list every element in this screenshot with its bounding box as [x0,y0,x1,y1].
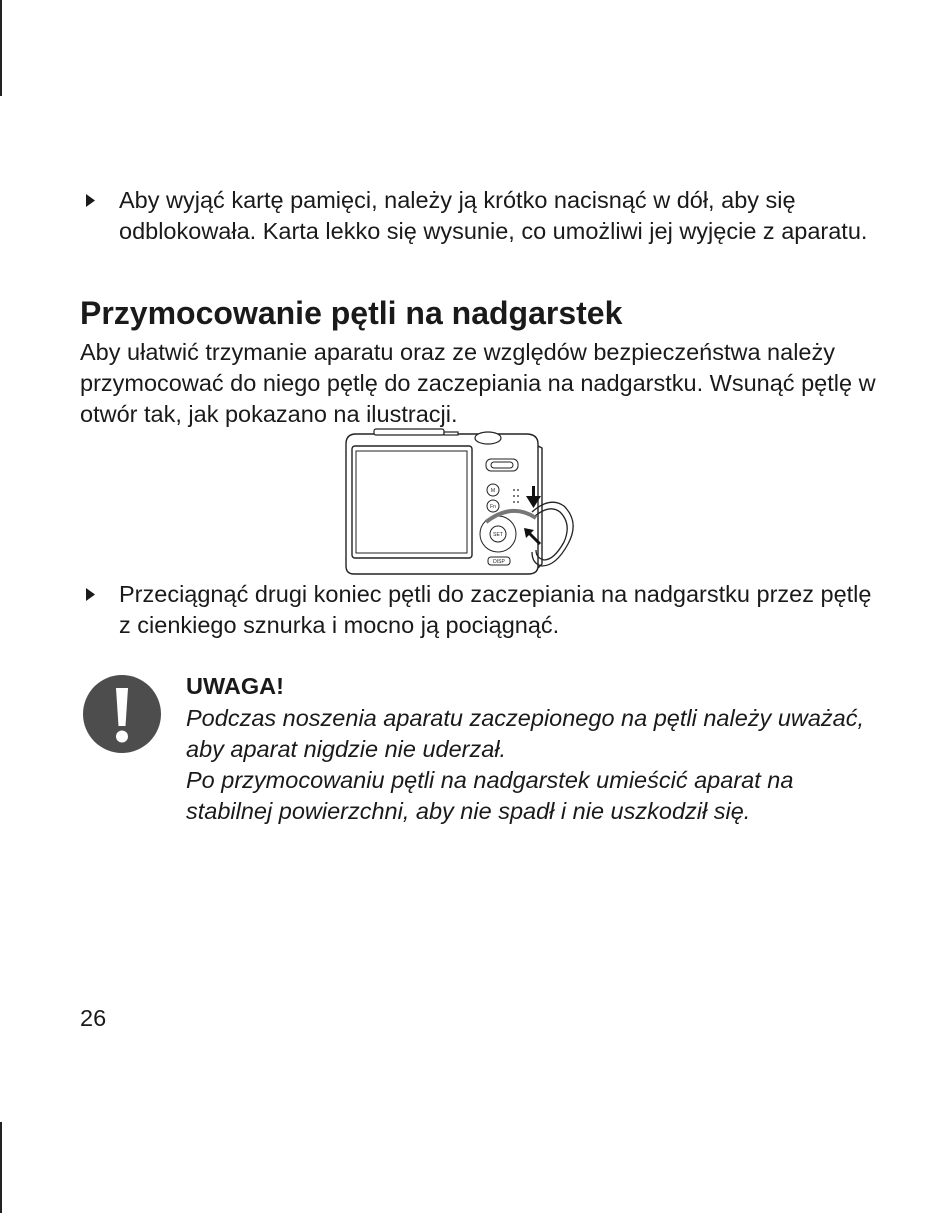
intro-paragraph: Aby ułatwić trzymanie aparatu oraz ze względów bezpieczeństwa należy przymocować do niego pętlę do zaczepiania na nadgarstku. Wsunąć pętlę w otwór tak, jak pokazano na ilustracji. [80,339,876,427]
warning-paragraph: Podczas noszenia aparatu zaczepionego na pętli należy uważać, aby aparat nigdzie nie uderzał. [186,705,865,762]
crop-mark-bottom [0,1122,2,1213]
warning-title: UWAGA! [186,673,284,699]
bullet-arrow-icon [86,579,98,610]
crop-mark-top [0,0,2,96]
bullet-item-remove-card: Aby wyjąć kartę pamięci, należy ją krótko nacisnąć w dół, aby się odblokowała. Karta lekko się wysunie, co umożliwi jej wyjęcie z aparatu. [119,187,868,244]
button-label-set: SET [493,532,503,538]
button-label-m: M [490,488,496,494]
warning-paragraph: Po przymocowaniu pętli na nadgarstek umieścić aparat na stabilnej powierzchni, aby nie spadł i nie uszkodził się. [186,767,794,824]
exclamation-circle-icon [82,674,162,754]
section-title: Przymocowanie pętli na nadgarstek [80,295,623,331]
page-number: 26 [80,1005,107,1031]
warning-body [186,703,876,827]
bullet-arrow-icon [86,185,98,216]
button-label-fn: Fn [490,504,496,510]
bullet-item-pull-strap: Przeciągnąć drugi koniec pętli do zaczepiania na nadgarstku przez pętlę z cienkiego sznurka i mocno ją pociągnąć. [119,581,872,638]
button-label-disp: DISP [493,559,505,565]
camera-wrist-strap-illustration [336,426,576,576]
